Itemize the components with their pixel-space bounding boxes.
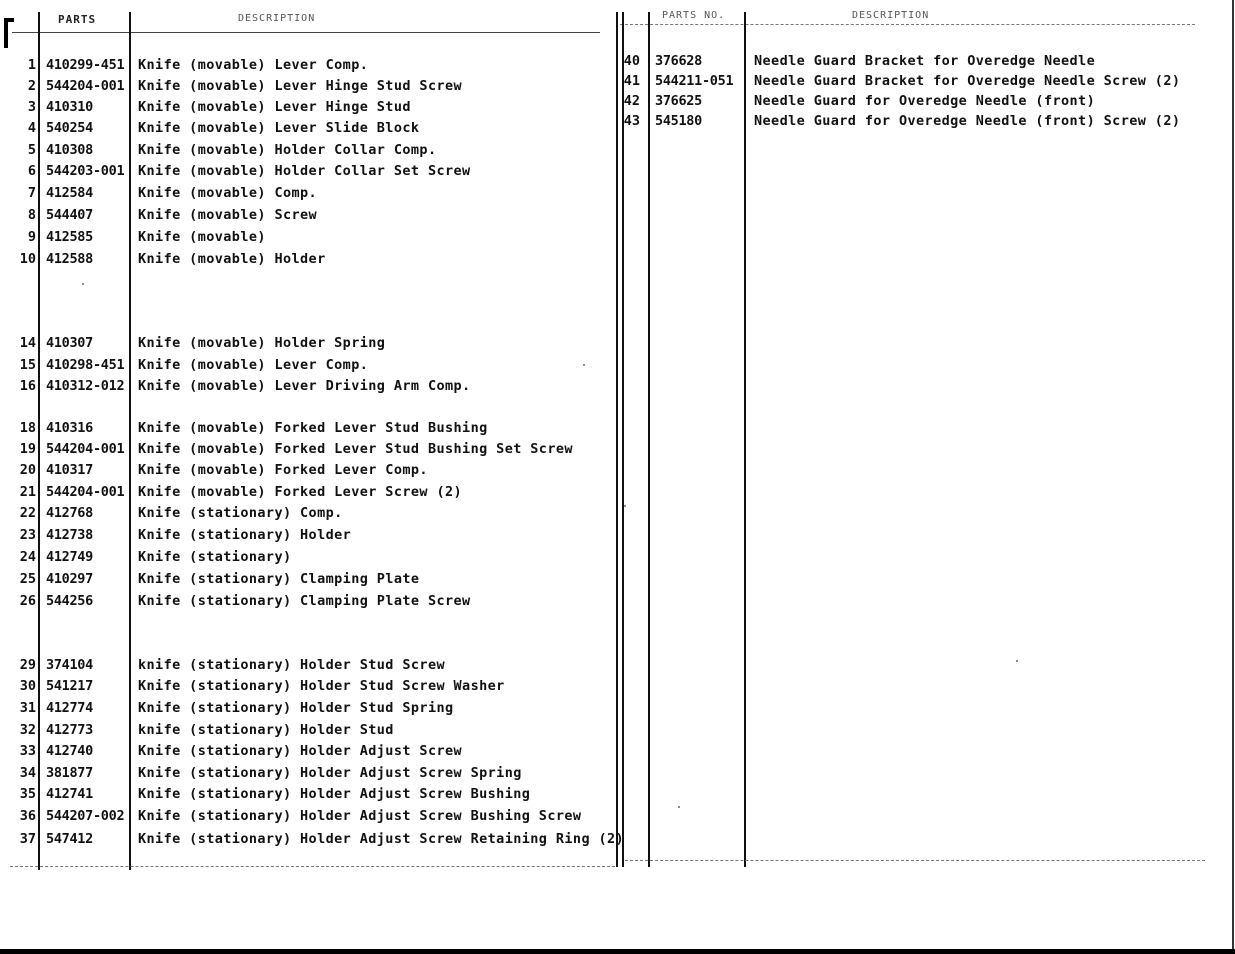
left-part-number: 410298-451 (46, 357, 125, 373)
left-part-number: 410317 (46, 462, 93, 478)
left-item-number: 7 (27, 185, 36, 201)
left-part-description: Knife (stationary) Holder Stud Screw Washer (138, 678, 505, 694)
bottom-rule-right (625, 860, 1205, 862)
left-item-number: 37 (19, 831, 36, 847)
header-right-description: DESCRIPTION (852, 10, 930, 21)
left-item-number: 33 (19, 743, 36, 759)
left-part-description: Knife (stationary) Comp. (138, 505, 343, 521)
left-part-number: 410316 (46, 420, 93, 436)
header-rule-left (12, 32, 600, 33)
left-item-number: 36 (19, 808, 36, 824)
left-item-number: 4 (27, 120, 36, 136)
left-part-description: Knife (stationary) Clamping Plate Screw (138, 593, 471, 609)
left-part-description: Knife (stationary) Holder Adjust Screw Bushing (138, 786, 531, 802)
left-part-description: Knife (movable) Lever Driving Arm Comp. (138, 378, 471, 394)
right-part-description: Needle Guard for Overedge Needle (front) Screw (2) (754, 113, 1181, 129)
left-item-number: 25 (19, 571, 36, 587)
left-part-number: 410310 (46, 99, 93, 115)
right-part-number: 544211-051 (655, 73, 734, 89)
left-item-number: 14 (19, 335, 36, 351)
left-item-number: 22 (19, 505, 36, 521)
col-rule-mid-1 (616, 12, 618, 867)
left-part-description: Knife (movable) Lever Slide Block (138, 120, 420, 136)
left-part-description: Knife (movable) Holder Spring (138, 335, 386, 351)
left-part-number: 410297 (46, 571, 93, 587)
left-item-number: 1 (27, 57, 36, 73)
left-part-description: Knife (movable) Lever Comp. (138, 57, 369, 73)
scan-speck (678, 806, 680, 808)
left-item-number: 19 (19, 441, 36, 457)
left-part-description: Knife (movable) Lever Comp. (138, 357, 369, 373)
right-item-number: 41 (623, 73, 640, 89)
left-item-number: 26 (19, 593, 36, 609)
left-item-number: 20 (19, 462, 36, 478)
left-part-number: 412738 (46, 527, 93, 543)
left-part-number: 547412 (46, 831, 93, 847)
left-part-description: Knife (stationary) Holder Adjust Screw Bushing Screw (138, 808, 582, 824)
scan-speck (1016, 660, 1018, 662)
left-item-number: 32 (19, 722, 36, 738)
left-item-number: 21 (19, 484, 36, 500)
left-part-description: Knife (movable) Comp. (138, 185, 318, 201)
left-part-number: 412588 (46, 251, 93, 267)
left-part-description: Knife (movable) Holder Collar Comp. (138, 142, 437, 158)
left-item-number: 15 (19, 357, 36, 373)
left-part-number: 410312-012 (46, 378, 125, 394)
scan-speck (583, 364, 585, 366)
left-item-number: 8 (27, 207, 36, 223)
left-part-number: 412768 (46, 505, 93, 521)
left-part-number: 412585 (46, 229, 93, 245)
left-part-number: 544204-001 (46, 78, 125, 94)
left-part-description: Knife (stationary) Holder Adjust Screw Spring (138, 765, 522, 781)
left-item-number: 16 (19, 378, 36, 394)
left-part-description: knife (stationary) Holder Stud (138, 722, 394, 738)
left-part-number: 544256 (46, 593, 93, 609)
left-part-description: Knife (stationary) Holder Adjust Screw (138, 743, 463, 759)
right-part-number: 376625 (655, 93, 702, 109)
header-rule-right (620, 24, 1195, 26)
col-rule-right-desc (744, 12, 746, 867)
left-part-number: 381877 (46, 765, 93, 781)
right-part-number: 545180 (655, 113, 702, 129)
right-part-description: Needle Guard Bracket for Overedge Needle (754, 53, 1096, 69)
left-part-number: 544204-001 (46, 484, 125, 500)
right-part-number: 376628 (655, 53, 702, 69)
left-part-number: 544207-002 (46, 808, 125, 824)
scan-speck (82, 283, 84, 285)
right-part-description: Needle Guard for Overedge Needle (front) (754, 93, 1096, 109)
left-item-number: 6 (27, 163, 36, 179)
left-part-description: Knife (stationary) Holder (138, 527, 352, 543)
header-left-parts: PARTS (58, 13, 97, 26)
left-part-description: Knife (movable) Holder Collar Set Screw (138, 163, 471, 179)
left-part-description: Knife (movable) Holder (138, 251, 326, 267)
corner-registration-mark (4, 18, 8, 48)
right-item-number: 42 (623, 93, 640, 109)
left-part-description: Knife (movable) Forked Lever Comp. (138, 462, 428, 478)
scan-speck (624, 505, 626, 507)
left-item-number: 23 (19, 527, 36, 543)
left-part-number: 412774 (46, 700, 93, 716)
left-item-number: 29 (19, 657, 36, 673)
left-part-description: Knife (movable) Forked Lever Stud Bushing (138, 420, 488, 436)
left-part-description: Knife (movable) Lever Hinge Stud Screw (138, 78, 463, 94)
left-item-number: 31 (19, 700, 36, 716)
left-item-number: 3 (27, 99, 36, 115)
left-item-number: 35 (19, 786, 36, 802)
left-item-number: 18 (19, 420, 36, 436)
left-part-number: 540254 (46, 120, 93, 136)
left-part-number: 374104 (46, 657, 93, 673)
left-part-description: Knife (movable) Lever Hinge Stud (138, 99, 411, 115)
col-rule-mid-2 (622, 12, 624, 867)
left-part-number: 410307 (46, 335, 93, 351)
left-part-description: Knife (movable) Forked Lever Screw (2) (138, 484, 463, 500)
left-part-number: 544203-001 (46, 163, 125, 179)
scan-edge-bottom (0, 949, 1235, 954)
left-item-number: 5 (27, 142, 36, 158)
left-part-number: 410308 (46, 142, 93, 158)
header-left-description: DESCRIPTION (238, 13, 316, 24)
col-rule-no (38, 12, 40, 870)
left-item-number: 34 (19, 765, 36, 781)
left-part-description: Knife (stationary) Holder Adjust Screw Retaining Ring (2) (138, 831, 625, 847)
left-part-number: 544407 (46, 207, 93, 223)
bottom-rule-left (10, 866, 615, 868)
left-part-description: Knife (stationary) Clamping Plate (138, 571, 420, 587)
left-part-description: Knife (stationary) (138, 549, 292, 565)
col-rule-right-part (648, 12, 650, 867)
left-item-number: 24 (19, 549, 36, 565)
left-part-number: 412740 (46, 743, 93, 759)
left-part-description: knife (stationary) Holder Stud Screw (138, 657, 445, 673)
right-item-number: 40 (623, 53, 640, 69)
left-part-number: 412749 (46, 549, 93, 565)
col-rule-part (129, 12, 131, 870)
left-part-number: 412741 (46, 786, 93, 802)
right-part-description: Needle Guard Bracket for Overedge Needle Screw (2) (754, 73, 1181, 89)
left-part-number: 544204-001 (46, 441, 125, 457)
left-item-number: 2 (27, 78, 36, 94)
right-item-number: 43 (623, 113, 640, 129)
left-item-number: 9 (27, 229, 36, 245)
left-item-number: 30 (19, 678, 36, 694)
header-right-parts: PARTS NO. (662, 10, 726, 21)
left-part-number: 412584 (46, 185, 93, 201)
left-part-description: Knife (movable) Forked Lever Stud Bushing Set Screw (138, 441, 573, 457)
left-part-description: Knife (movable) (138, 229, 266, 245)
left-part-number: 541217 (46, 678, 93, 694)
scan-edge-right (1232, 0, 1234, 954)
left-part-description: Knife (movable) Screw (138, 207, 318, 223)
left-item-number: 10 (19, 251, 36, 267)
left-part-number: 410299-451 (46, 57, 125, 73)
left-part-description: Knife (stationary) Holder Stud Spring (138, 700, 454, 716)
left-part-number: 412773 (46, 722, 93, 738)
